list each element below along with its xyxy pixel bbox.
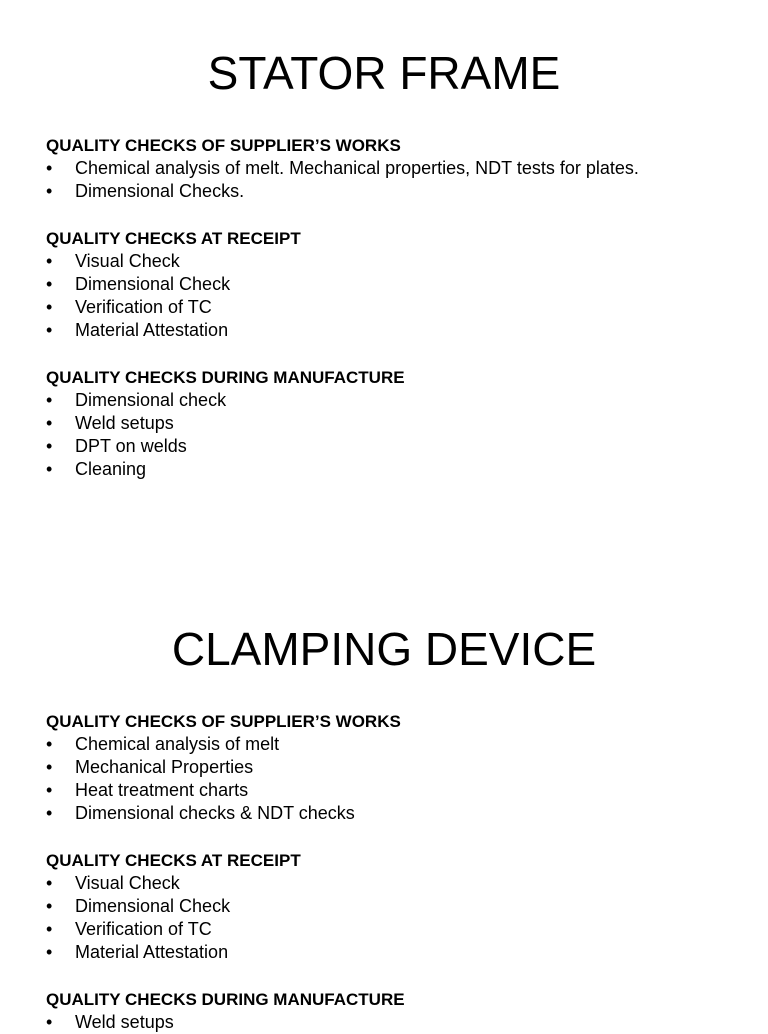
bullet-icon: •	[46, 780, 53, 800]
list-item-text: Cleaning	[75, 459, 147, 479]
bullet-list	[46, 157, 746, 203]
list-item	[46, 180, 746, 203]
section-title: CLAMPING DEVICE	[171, 623, 597, 675]
group-heading: QUALITY CHECKS DURING MANUFACTURE	[46, 990, 405, 1009]
list-item-text: Verification of TC	[75, 919, 212, 939]
bullet-icon: •	[46, 803, 53, 823]
bullet-icon: •	[46, 942, 53, 962]
list-item	[46, 389, 746, 412]
list-item	[46, 802, 746, 825]
group-heading: QUALITY CHECKS AT RECEIPT	[46, 851, 301, 870]
list-item	[46, 435, 746, 458]
list-item	[46, 319, 746, 342]
bullet-icon: •	[46, 436, 53, 456]
list-item	[46, 458, 746, 481]
bullet-icon: •	[46, 919, 53, 939]
list-item	[46, 273, 746, 296]
bullet-icon: •	[46, 413, 53, 433]
list-item	[46, 157, 746, 180]
bullet-icon: •	[46, 251, 53, 271]
bullet-icon: •	[46, 274, 53, 294]
list-item	[46, 412, 746, 435]
group-at-receipt	[46, 849, 746, 964]
bullet-icon: •	[46, 297, 53, 317]
list-item-text: Mechanical Properties	[75, 757, 254, 777]
list-item	[46, 895, 746, 918]
list-item-text: Chemical analysis of melt. Mechanical properties, NDT tests for plates.	[75, 158, 639, 178]
bullet-icon: •	[46, 390, 53, 410]
list-item	[46, 779, 746, 802]
bullet-icon: •	[46, 320, 53, 340]
list-item	[46, 918, 746, 941]
list-item-text: Weld setups	[75, 1012, 174, 1032]
list-item	[46, 872, 746, 895]
list-item-text: Verification of TC	[75, 297, 212, 317]
group-heading: QUALITY CHECKS OF SUPPLIER’S WORKS	[46, 712, 401, 731]
bullet-icon: •	[46, 896, 53, 916]
list-item-text: Material Attestation	[75, 320, 229, 340]
list-item	[46, 250, 746, 273]
list-item	[46, 756, 746, 779]
list-item	[46, 296, 746, 319]
group-supplier-works	[46, 134, 746, 203]
bullet-icon: •	[46, 873, 53, 893]
bullet-list	[46, 872, 746, 964]
list-item-text: Weld setups	[75, 413, 174, 433]
section-title: STATOR FRAME	[207, 47, 561, 99]
bullet-icon: •	[46, 181, 53, 201]
bullet-icon: •	[46, 734, 53, 754]
list-item-text: Visual Check	[75, 873, 180, 893]
bullet-icon: •	[46, 158, 53, 178]
group-supplier-works	[46, 710, 746, 825]
list-item	[46, 733, 746, 756]
bullet-list	[46, 1011, 746, 1034]
bullet-list	[46, 733, 746, 825]
list-item-text: Dimensional checks & NDT checks	[75, 803, 355, 823]
group-heading: QUALITY CHECKS DURING MANUFACTURE	[46, 368, 405, 387]
group-heading: QUALITY CHECKS OF SUPPLIER’S WORKS	[46, 136, 401, 155]
list-item-text: DPT on welds	[75, 436, 187, 456]
list-item	[46, 1011, 746, 1034]
bullet-list	[46, 389, 746, 481]
list-item-text: Dimensional Check	[75, 896, 231, 916]
bullet-icon: •	[46, 757, 53, 777]
group-at-receipt	[46, 227, 746, 342]
list-item-text: Dimensional check	[75, 390, 227, 410]
bullet-icon: •	[46, 1012, 53, 1032]
group-during-manufacture	[46, 988, 746, 1034]
bullet-icon: •	[46, 459, 53, 479]
group-heading: QUALITY CHECKS AT RECEIPT	[46, 229, 301, 248]
list-item-text: Dimensional Checks.	[75, 181, 245, 201]
list-item-text: Material Attestation	[75, 942, 229, 962]
list-item-text: Heat treatment charts	[75, 780, 249, 800]
group-during-manufacture	[46, 366, 746, 481]
bullet-list	[46, 250, 746, 342]
list-item-text: Dimensional Check	[75, 274, 231, 294]
list-item	[46, 941, 746, 964]
list-item-text: Visual Check	[75, 251, 180, 271]
list-item-text: Chemical analysis of melt	[75, 734, 280, 754]
